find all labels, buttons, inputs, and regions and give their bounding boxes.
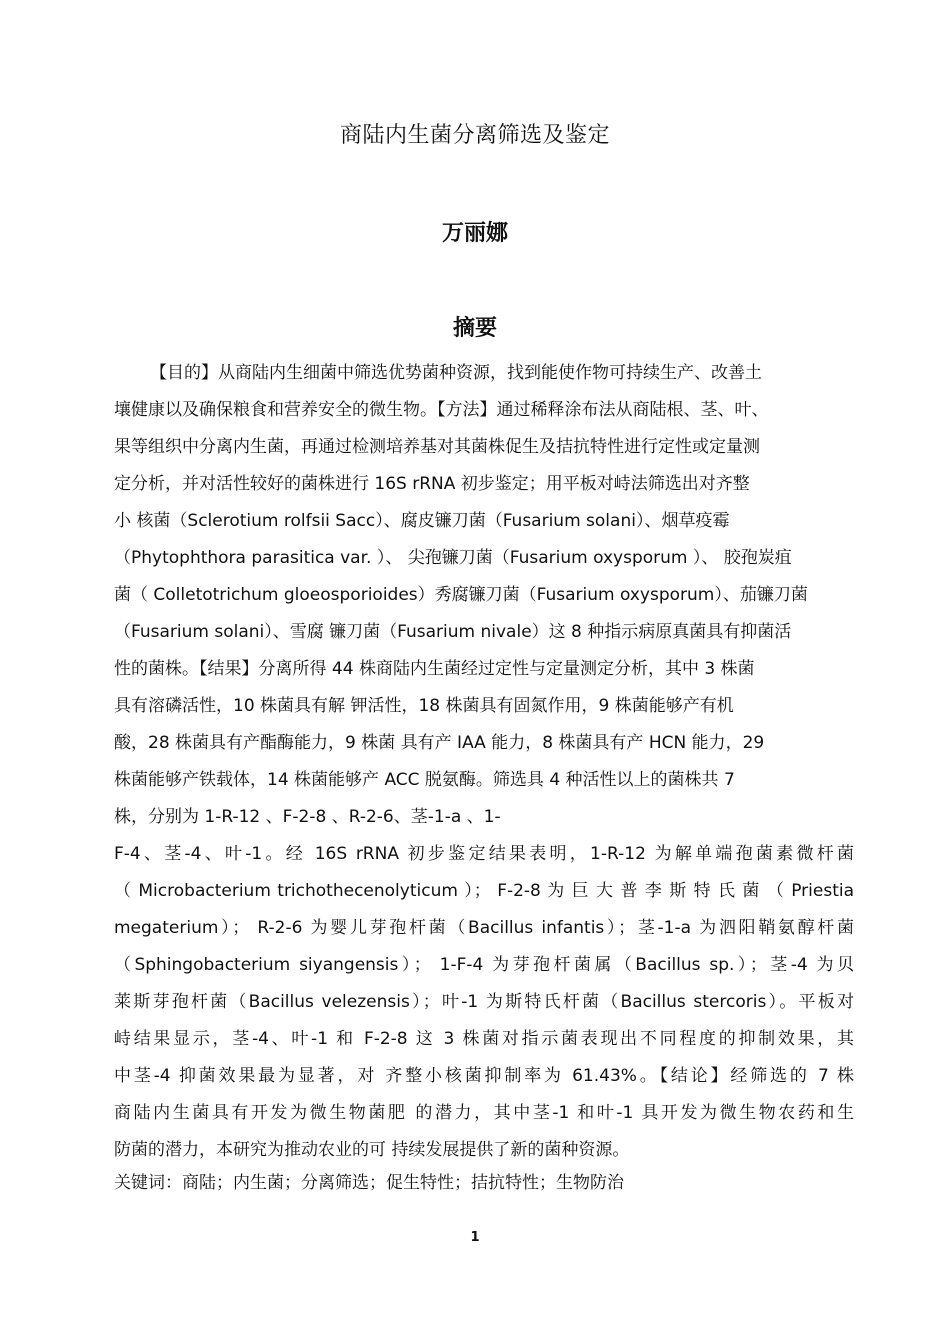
abstract-line: 小 核菌（Sclerotium rolfsii Sacc）、腐皮镰刀菌（Fusarium solani）、烟草疫霉 bbox=[114, 511, 730, 531]
abstract-line: 株菌能够产铁载体，14 株菌能够产 ACC 脱氨酶。筛选具 4 种活性以上的菌株共 7 bbox=[114, 770, 735, 790]
abstract-line: 防菌的潜力，本研究为推动农业的可 持续发展提供了新的菌种资源。 bbox=[114, 1140, 630, 1160]
abstract-line: （Phytophthora parasitica var. ）、 尖孢镰刀菌（Fusarium oxysporum ）、 胶孢炭疽 bbox=[114, 548, 792, 568]
abstract-line: 果等组织中分离内生菌，再通过检测培养基对其菌株促生及拮抗特性进行定性或定量测 bbox=[114, 437, 760, 457]
abstract-line: （ Microbacterium trichothecenolyticum ）； F-2-8 为 巨 大 普 李 斯 特 氏 菌 （ Priestia bbox=[114, 881, 854, 901]
abstract-line: megaterium）； R-2-6 为婴儿芽孢杆菌（Bacillus infantis）；茎-1-a 为泗阳鞘氨醇杆菌 bbox=[114, 918, 854, 938]
paper-title: 商陆内生菌分离筛选及鉴定 bbox=[339, 123, 610, 148]
abstract-line: 壤健康以及确保粮食和营养安全的微生物。【方法】通过稀释涂布法从商陆根、茎、叶、 bbox=[114, 400, 769, 420]
abstract-line: 【目的】从商陆内生细菌中筛选优势菌种资源，找到能使作物可持续生产、改善土 bbox=[150, 363, 762, 383]
abstract-line: F-4、茎-4、叶-1。经 16S rRNA 初步鉴定结果表明，1-R-12 为解单端孢菌素微杆菌 bbox=[114, 844, 854, 864]
abstract-line: 性的菌株。【结果】分离所得 44 株商陆内生菌经过定性与定量测定分析，其中 3 株菌 bbox=[114, 659, 755, 679]
abstract-line: （Fusarium solani）、雪腐 镰刀菌（Fusarium nivale）这 8 种指示病原真菌具有抑菌活 bbox=[114, 622, 792, 642]
abstract-line: 中茎-4 抑菌效果最为显著，对 齐整小核菌抑制率为 61.43%。【结论】经筛选的 7 株 bbox=[114, 1066, 854, 1086]
page-number: 1 bbox=[470, 1230, 480, 1245]
abstract-line: 商陆内生菌具有开发为微生物菌肥 的潜力，其中茎-1 和叶-1 具开发为微生物农药和生 bbox=[114, 1103, 854, 1123]
abstract-line: 莱斯芽孢杆菌（Bacillus velezensis）；叶-1 为斯特氏杆菌（Bacillus stercoris）。平板对 bbox=[114, 992, 854, 1012]
abstract-line: 定分析，并对活性较好的菌株进行 16S rRNA 初步鉴定；用平板对峙法筛选出对齐整 bbox=[114, 474, 750, 494]
keywords-line: 关键词：商陆；内生菌；分离筛选；促生特性；拮抗特性；生物防治 bbox=[114, 1173, 624, 1193]
abstract-line: 具有溶磷活性，10 株菌具有解 钾活性，18 株菌具有固氮作用，9 株菌能够产有机 bbox=[114, 696, 734, 716]
author-name: 万丽娜 bbox=[441, 221, 508, 246]
abstract-line: 峙结果显示，茎-4、叶-1 和 F-2-8 这 3 株菌对指示菌表现出不同程度的抑制效果，其 bbox=[114, 1029, 854, 1049]
abstract-heading: 摘要 bbox=[452, 316, 497, 341]
abstract-line: 菌（ Colletotrichum gloeosporioides）秀腐镰刀菌（Fusarium oxysporum）、茄镰刀菌 bbox=[114, 585, 808, 605]
abstract-line: 酸，28 株菌具有产酯酶能力，9 株菌 具有产 IAA 能力，8 株菌具有产 HCN 能力，29 bbox=[114, 733, 765, 753]
abstract-line: 株，分别为 1-R-12 、F-2-8 、R-2-6、茎-1-a 、1- bbox=[114, 807, 501, 827]
abstract-line: （Sphingobacterium siyangensis）； 1-F-4 为芽孢杆菌属（Bacillus sp.）；茎-4 为贝 bbox=[114, 955, 854, 975]
abstract-body bbox=[114, 358, 854, 1172]
